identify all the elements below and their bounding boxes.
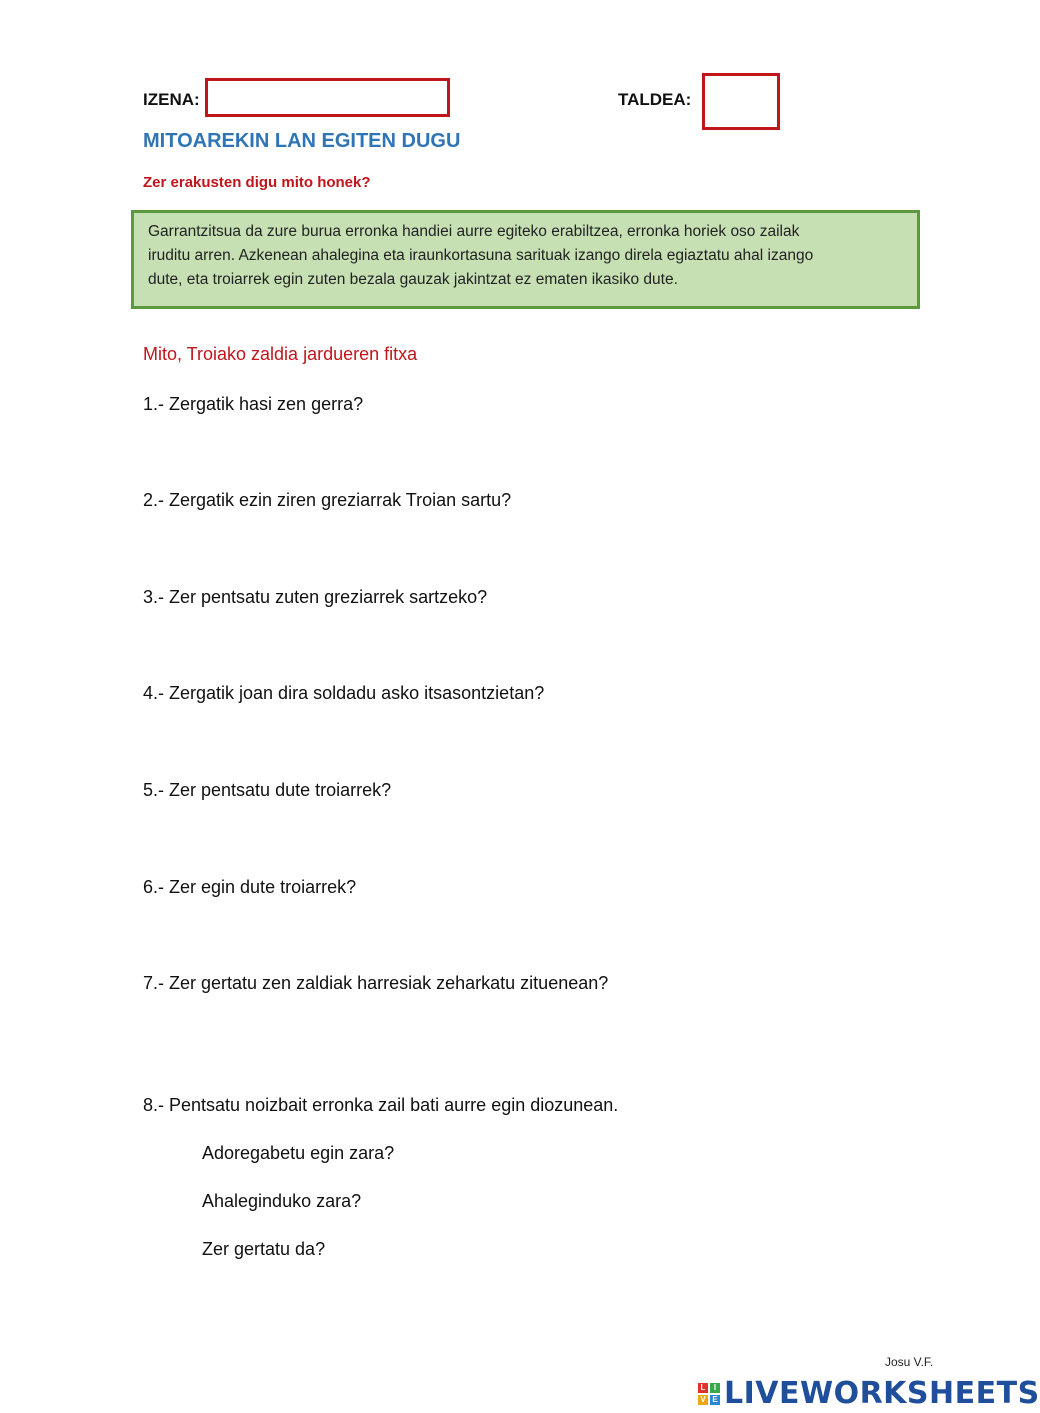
sub-question-item: Ahaleginduko zara? <box>202 1191 362 1211</box>
logo-square: E <box>710 1395 720 1405</box>
moral-callout <box>131 210 920 309</box>
sub-question-item: Zer gertatu da? <box>202 1239 326 1259</box>
name-label: IZENA: <box>143 90 200 109</box>
question-item: 3.- Zer pentsatu zuten greziarrek sartzeko? <box>143 587 488 607</box>
logo-square: I <box>710 1383 720 1393</box>
callout-line: dute, eta troiarrek egin zuten bezala gauzak jakintzat ez ematen ikasiko dute. <box>148 271 678 288</box>
question-item: 8.- Pentsatu noizbait erronka zail bati aurre egin diozunean. <box>143 1095 619 1115</box>
question-item: 1.- Zergatik hasi zen gerra? <box>143 394 364 414</box>
question-item: 5.- Zer pentsatu dute troiarrek? <box>143 780 392 800</box>
callout-line: Garrantzitsua da zure burua erronka handiei aurre egiteko erabiltzea, erronka horiek oso zailak <box>148 223 800 240</box>
question-item: 7.- Zer gertatu zen zaldiak harresiak zeharkatu zituenean? <box>143 973 609 993</box>
liveworksheets-logo[interactable] <box>698 1376 1040 1411</box>
logo-squares-icon <box>698 1383 720 1405</box>
question-item: 2.- Zergatik ezin ziren greziarrak Troian sartu? <box>143 490 512 510</box>
sub-question-item: Adoregabetu egin zara? <box>202 1143 395 1163</box>
logo-text: LIVEWORKSHEETS <box>724 1376 1040 1411</box>
section-title: Mito, Troiako zaldia jardueren fitxa <box>143 344 418 364</box>
question-item: 6.- Zer egin dute troiarrek? <box>143 877 357 897</box>
page-title: MITOAREKIN LAN EGITEN DUGU <box>143 130 461 152</box>
callout-line: iruditu arren. Azkenean ahalegina eta iraunkortasuna sarituak izango direla egiaztatu ahal izango <box>148 247 814 264</box>
author-credit: Josu V.F. <box>885 1355 934 1369</box>
group-label: TALDEA: <box>618 90 692 109</box>
name-input[interactable] <box>205 78 450 117</box>
question-item: 4.- Zergatik joan dira soldadu asko itsasontzietan? <box>143 683 545 703</box>
group-input[interactable] <box>702 73 780 130</box>
logo-square: L <box>698 1383 708 1393</box>
logo-square: V <box>698 1395 708 1405</box>
page-subtitle: Zer erakusten digu mito honek? <box>143 174 371 191</box>
